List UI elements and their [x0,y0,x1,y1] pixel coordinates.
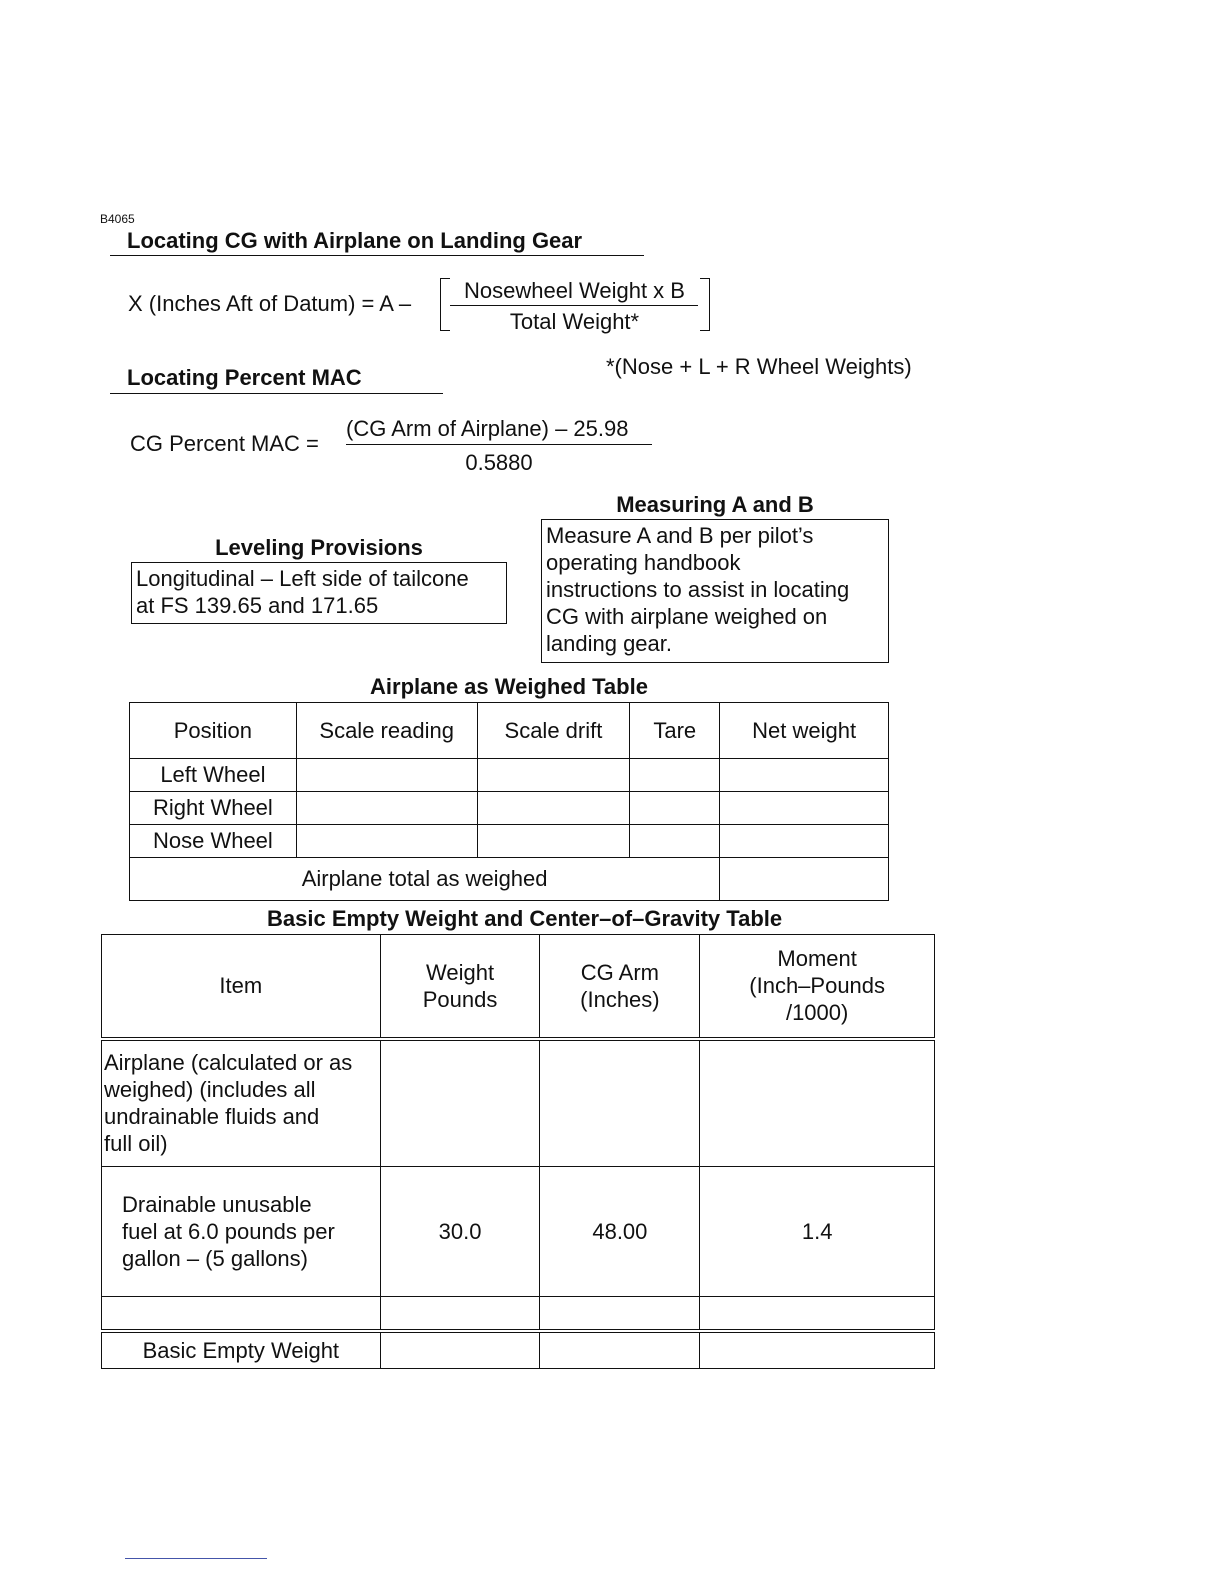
mac-fraction-line [346,444,652,445]
fuel-moment-value: 1.4 [700,1167,935,1297]
empty-header-row [102,935,935,1039]
measuring-title: Measuring A and B [616,492,814,517]
header-tare: Tare [630,703,720,759]
header-moment [700,935,935,1039]
table-row [102,1297,935,1331]
left-bracket [440,278,450,331]
measuring-line: operating handbook [546,550,741,575]
empty-cell [720,825,889,858]
cg-fraction-line [450,305,698,306]
weighed-table [129,702,889,901]
table-row [102,1039,935,1167]
mac-formula-left: CG Percent MAC = [130,431,319,456]
empty-cell [380,1297,540,1331]
empty-cell [630,759,720,792]
header-weight-line: Pounds [422,986,498,1012]
mac-formula-numerator: (CG Arm of Airplane) – 25.98 [346,416,629,441]
section-title-percent-mac: Locating Percent MAC [127,365,362,390]
row-label-nose-wheel: Nose Wheel [130,825,297,858]
empty-cell [477,759,630,792]
leveling-box [131,562,507,624]
airplane-item-line: undrainable fluids and [104,1104,320,1130]
empty-cell [700,1297,935,1331]
empty-cell [380,1331,540,1369]
header-arm-line: CG Arm [580,959,659,985]
empty-table-title: Basic Empty Weight and Center–of–Gravity Table [267,906,783,931]
header-arm-line: (Inches) [580,986,660,1012]
airplane-item-line: Airplane (calculated or as [104,1050,353,1076]
empty-cell [630,825,720,858]
empty-cell [296,792,477,825]
weighed-table-title: Airplane as Weighed Table [370,674,648,699]
empty-cell [477,825,630,858]
empty-cell [296,825,477,858]
header-moment-line: Moment [777,946,857,972]
header-scale-reading: Scale reading [296,703,477,759]
airplane-item-line: full oil) [104,1131,168,1157]
header-cg-arm [540,935,700,1039]
figure-id: B4065 [100,212,135,226]
measuring-line: instructions to assist in locating [546,577,850,602]
section-title-cg-landing-gear: Locating CG with Airplane on Landing Gear [127,228,583,253]
leveling-line: Longitudinal – Left side of tailcone [136,566,469,591]
empty-cell [296,759,477,792]
measuring-box [541,519,889,663]
empty-cell [380,1039,540,1167]
header-weight-line: Weight [426,959,495,985]
row-label-left-wheel: Left Wheel [130,759,297,792]
empty-cell [700,1331,935,1369]
header-moment-line: /1000) [785,1000,849,1026]
empty-cell [540,1039,700,1167]
empty-cell [630,792,720,825]
cg-formula-denominator: Total Weight* [509,309,640,334]
fuel-item-line: gallon – (5 gallons) [122,1246,308,1271]
cg-formula-numerator: Nosewheel Weight x B [464,278,685,303]
empty-cell [720,792,889,825]
empty-weight-table [101,934,935,1369]
airplane-item-line: weighed) (includes all [104,1077,316,1103]
empty-cell [700,1039,935,1167]
table-row [130,825,889,858]
weighed-header-row [130,703,889,759]
basic-empty-weight-label: Basic Empty Weight [102,1331,381,1369]
table-row [130,759,889,792]
total-weight-footnote: *(Nose + L + R Wheel Weights) [606,354,912,379]
header-moment-line: (Inch–Pounds [749,973,886,999]
table-row [102,1331,935,1369]
measuring-line: landing gear. [546,631,672,656]
measuring-line: CG with airplane weighed on [546,604,828,629]
header-net-weight: Net weight [720,703,889,759]
table-row [102,1167,935,1297]
leveling-line: at FS 139.65 and 171.65 [136,593,379,618]
empty-cell [540,1297,700,1331]
table-row [130,858,889,901]
cg-formula-left: X (Inches Aft of Datum) = A – [128,291,412,316]
empty-cell [720,858,889,901]
empty-cell [720,759,889,792]
fuel-item-line: fuel at 6.0 pounds per [122,1219,335,1244]
total-as-weighed-label: Airplane total as weighed [130,858,720,901]
fuel-item-line: Drainable unusable [122,1192,312,1217]
title-underline [110,393,443,394]
fuel-item-cell [102,1167,381,1297]
airplane-item-cell [102,1039,381,1167]
header-weight [380,935,540,1039]
leveling-title: Leveling Provisions [215,535,423,560]
empty-cell [477,792,630,825]
title-underline [110,255,644,256]
row-label-right-wheel: Right Wheel [130,792,297,825]
footer-rule [125,1558,267,1559]
table-row [130,792,889,825]
fuel-weight-value: 30.0 [380,1167,540,1297]
fuel-arm-value: 48.00 [540,1167,700,1297]
header-scale-drift: Scale drift [477,703,630,759]
header-position: Position [130,703,297,759]
right-bracket [700,278,710,331]
empty-cell [540,1331,700,1369]
mac-formula-denominator: 0.5880 [465,450,533,475]
header-item: Item [102,935,381,1039]
empty-cell [102,1297,381,1331]
measuring-line: Measure A and B per pilot’s [546,523,814,548]
